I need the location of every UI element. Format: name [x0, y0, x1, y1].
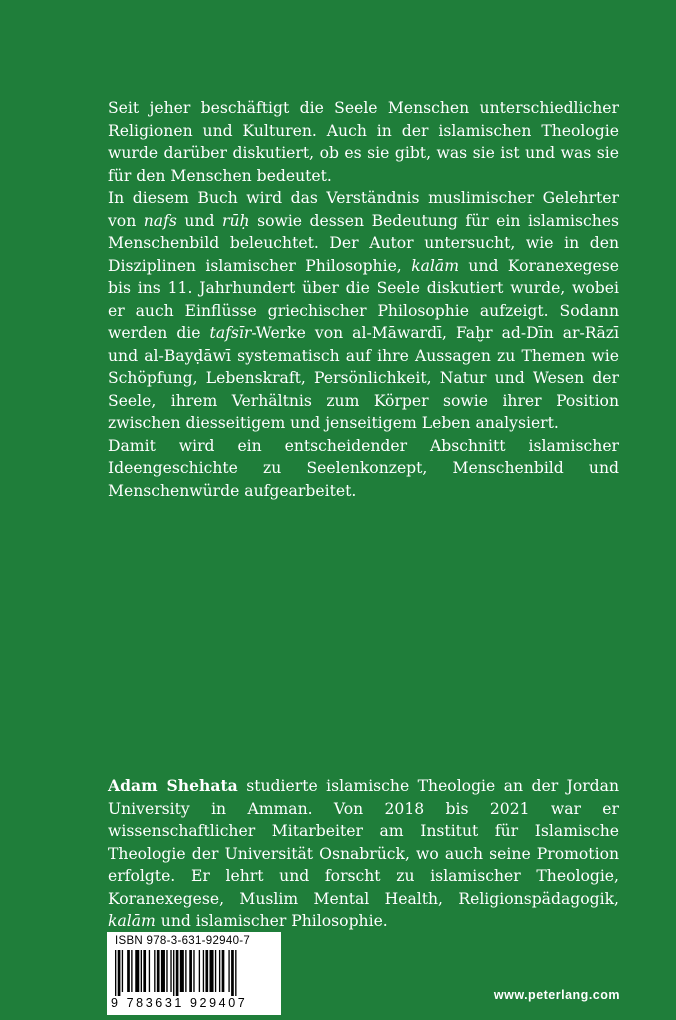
author-bio [108, 775, 619, 933]
barcode-bars [115, 950, 273, 996]
barcode-bar [135, 950, 139, 992]
barcode-bar [166, 950, 167, 992]
publisher-url[interactable]: www.peterlang.com [493, 988, 620, 1002]
barcode-bar [193, 950, 194, 992]
barcode-digits: 9 783631 929407 [111, 996, 248, 1010]
text-run: und [176, 211, 223, 230]
barcode-bar [161, 950, 165, 992]
italic-term: rūḥ [222, 211, 250, 230]
barcode-bar [170, 950, 171, 992]
barcode-bar [235, 950, 236, 996]
text-run: sowie dessen Bedeutung für ein islamisches Menschenbild beleuchtet. Der Autor untersucht, wie in den Disziplinen islamischer Philosophie, [108, 211, 620, 275]
barcode-bar [141, 950, 142, 992]
barcode-bar [231, 950, 234, 996]
text-run: und Koranexegese bis ins 11. Jahrhundert über die Seele diskutiert wurde, wobei er auch Einflüsse griechischer Philosophie aufzeigt. Sodann werden die [108, 256, 619, 342]
barcode-bar [157, 950, 160, 992]
barcode-bar [215, 950, 216, 992]
barcode-bar [173, 950, 174, 996]
barcode-bar [131, 950, 132, 992]
text-run: In diesem Buch wird das Verständnis muslimischer Gelehrter von [108, 189, 619, 230]
barcode-bar [210, 950, 214, 992]
barcode-bar [176, 950, 179, 996]
barcode-bar [154, 950, 155, 992]
barcode-bar [118, 950, 121, 996]
text-run: studierte islamische Theologie an der Jordan University in Amman. Von 2018 bis 2021 war er wissenschaftlicher Mitarbeiter am Institut für Islamische Theologie der Universität Osnabrück, wo auch seine Promotion erfolgte. Er lehrt und forscht zu islamischer Theologie, Koranexegese, Muslim Mental Health, Religionspädagogik, [108, 777, 619, 908]
text-run: -Werke von al-Māwardī, Faḫr ad-Dīn ar-Rāzī und al-Bayḍāwī systematisch auf ihre Aussagen zu Themen wie Schöpfung, Lebenskraft, Persönlichkeit, Natur und Wesen der Seele, ihrem Verhältnis zum Körper sowie ihrer Position zwischen diesseitigem und jenseitigem Leben analysiert. [108, 324, 619, 432]
barcode-bar [189, 950, 192, 992]
barcode-bar [203, 950, 204, 992]
italic-term: kalām [411, 256, 460, 275]
barcode-bar [115, 950, 116, 996]
barcode-bar [185, 950, 186, 992]
italic-term: kalām [108, 912, 156, 930]
isbn-label: ISBN 978-3-631-92940-7 [115, 935, 251, 947]
barcode-bar [228, 950, 229, 992]
barcode-bar [127, 950, 130, 992]
italic-term: nafs [143, 211, 177, 230]
isbn-barcode [107, 932, 281, 1015]
barcode-bar [149, 950, 150, 992]
barcode-bar [205, 950, 208, 992]
barcode-bar [222, 950, 225, 992]
barcode-bar [122, 950, 123, 992]
blurb [108, 97, 619, 502]
blurb-paragraph-3: Damit wird ein entscheidender Abschnitt islamischer Ideengeschichte zu Seelenkonzept, Menschenbild und Menschenwürde aufgearbeitet. [108, 436, 619, 500]
barcode-bar [180, 950, 184, 992]
italic-term: tafsīr [209, 324, 252, 342]
blurb-paragraph-1: Seit jeher beschäftigt die Seele Menschen unterschiedlicher Religionen und Kulturen. Auch in der islamischen Theologie wurde darüber diskutiert, ob es sie gibt, was sie ist und was sie für den Menschen bedeutet. [108, 99, 619, 185]
barcode-bar [143, 950, 146, 992]
author-name: Adam Shehata [108, 776, 238, 795]
barcode-bar [199, 950, 200, 992]
blurb-paragraph-2 [108, 187, 619, 435]
barcode-bar [219, 950, 220, 992]
text-run: und islamischer Philosophie. [155, 912, 388, 930]
